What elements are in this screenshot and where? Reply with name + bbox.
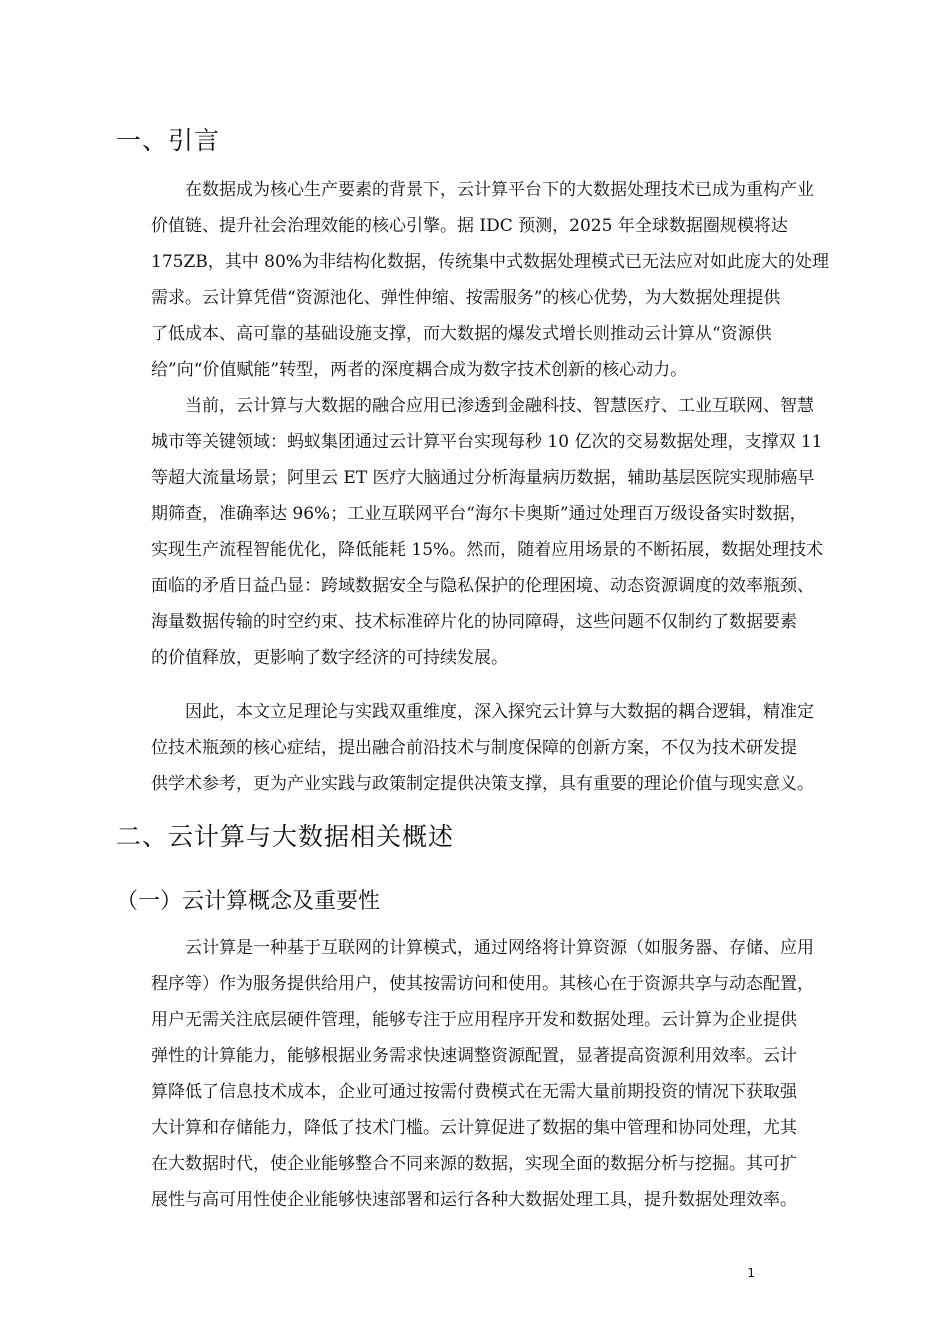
text-line: 在数据成为核心生产要素的背景下，云计算平台下的大数据处理技术已成为重构产业 [185, 180, 814, 200]
paragraph-intro-3 [117, 694, 857, 802]
text-line: 了低成本、高可靠的基础设施支撑，而大数据的爆发式增长则推动云计算从“资源供 [151, 324, 772, 344]
text-line: 供学术参考，更为产业实践与政策制定提供决策支撑，具有重要的理论价值与现实意义。 [151, 774, 814, 794]
page-number: 1 [747, 1266, 755, 1280]
section-title-introduction: 一、引言 [116, 126, 221, 155]
paragraph-intro-1 [117, 172, 857, 388]
text-line: 价值链、提升社会治理效能的核心引擎。据 IDC 预测，2025 年全球数据圈规模将达 [151, 216, 788, 236]
text-line: 用户无需关注底层硬件管理，能够专注于应用程序开发和数据处理。云计算为企业提供 [151, 1010, 797, 1030]
text-line: 弹性的计算能力，能够根据业务需求快速调整资源配置，显著提高资源利用效率。云计 [151, 1046, 797, 1066]
text-line: 期筛查，准确率达 96%；工业互联网平台“海尔卡奥斯”通过处理百万级设备实时数据， [151, 504, 807, 524]
text-line: 等超大流量场景；阿里云 ET 医疗大脑通过分析海量病历数据，辅助基层医院实现肺癌早 [151, 468, 815, 488]
text-line: 城市等关键领域：蚂蚁集团通过云计算平台实现每秒 10 亿次的交易数据处理，支撑双 11 [151, 432, 823, 452]
text-line: 程序等）作为服务提供给用户，使其按需访问和使用。其核心在于资源共享与动态配置， [151, 974, 814, 994]
paragraph-intro-2 [117, 388, 857, 676]
text-line: 实现生产流程智能优化，降低能耗 15%。然而，随着应用场景的不断拓展，数据处理技术 [151, 540, 824, 560]
text-line: 大计算和存储能力，降低了技术门槛。云计算促进了数据的集中管理和协同处理，尤其 [151, 1118, 797, 1138]
text-line: 因此，本文立足理论与实践双重维度，深入探究云计算与大数据的耦合逻辑，精准定 [185, 702, 814, 722]
text-line: 展性与高可用性使企业能够快速部署和运行各种大数据处理工具，提升数据处理效率。 [151, 1190, 797, 1210]
text-line: 面临的矛盾日益凸显：跨域数据安全与隐私保护的伦理困境、动态资源调度的效率瓶颈、 [151, 576, 814, 596]
text-line: 位技术瓶颈的核心症结，提出融合前沿技术与制度保障的创新方案，不仅为技术研发提 [151, 738, 797, 758]
text-line: 175ZB，其中 80%为非结构化数据，传统集中式数据处理模式已无法应对如此庞大的处理 [151, 252, 829, 272]
subsection-title-cloud-computing: （一）云计算概念及重要性 [116, 889, 381, 914]
paragraph-cloud-computing [117, 930, 857, 1218]
text-line: 的价值释放，更影响了数字经济的可持续发展。 [151, 648, 508, 668]
text-line: 算降低了信息技术成本，企业可通过按需付费模式在无需大量前期投资的情况下获取强 [151, 1082, 797, 1102]
section-title-overview: 二、云计算与大数据相关概述 [116, 822, 455, 851]
text-line: 海量数据传输的时空约束、技术标准碎片化的协同障碍，这些问题不仅制约了数据要素 [151, 612, 797, 632]
text-line: 在大数据时代，使企业能够整合不同来源的数据，实现全面的数据分析与挖掘。其可扩 [151, 1154, 797, 1174]
text-line: 需求。云计算凭借“资源池化、弹性伸缩、按需服务”的核心优势，为大数据处理提供 [151, 288, 781, 308]
text-line: 给”向“价值赋能”转型，两者的深度耦合成为数字技术创新的核心动力。 [151, 360, 688, 380]
text-line: 云计算是一种基于互联网的计算模式，通过网络将计算资源（如服务器、存储、应用 [185, 938, 814, 958]
text-line: 当前，云计算与大数据的融合应用已渗透到金融科技、智慧医疗、工业互联网、智慧 [185, 396, 814, 416]
